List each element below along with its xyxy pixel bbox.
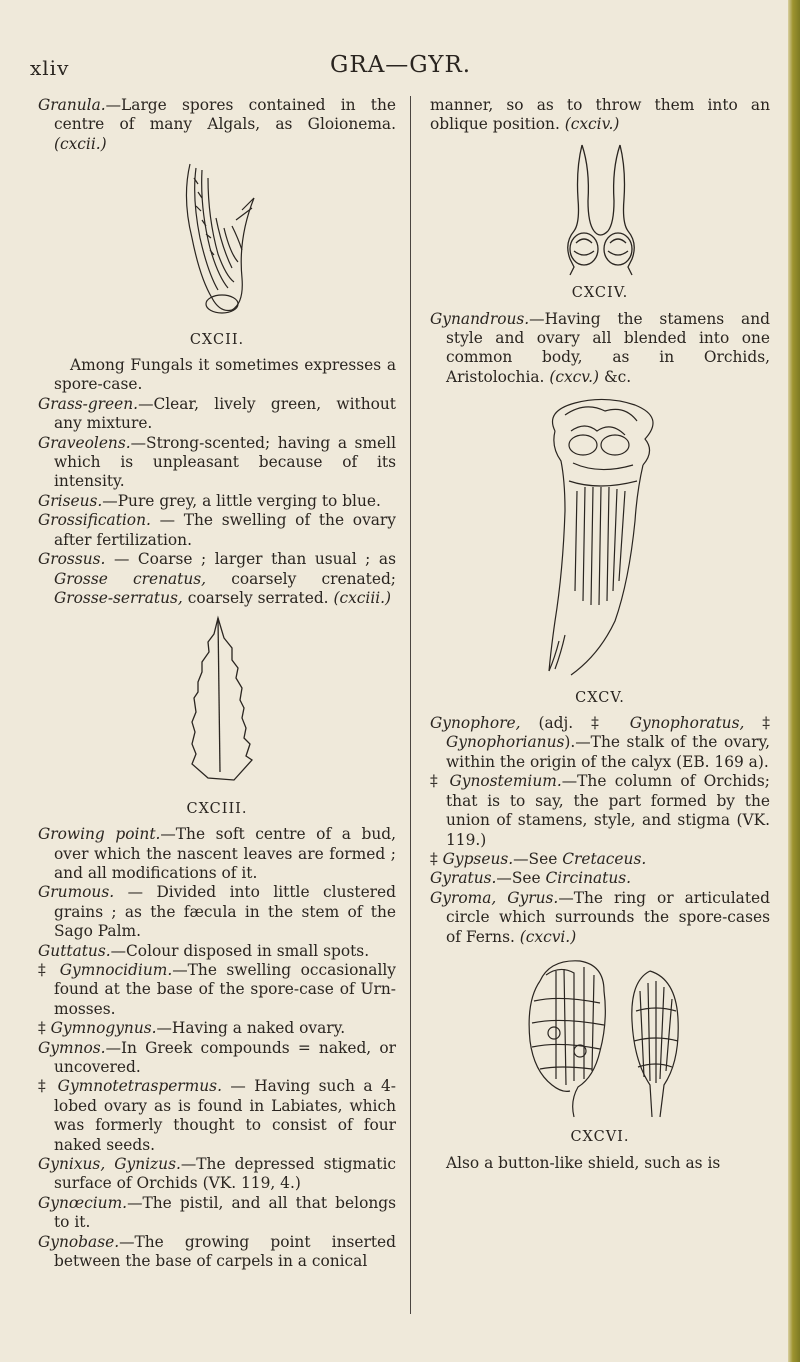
entry-gyroma: Gyroma, Gyrus.—The ring or articulated circle which surrounds the spore-cases of Ferns. (cxcvi.): [430, 888, 771, 946]
entry-gymnotetraspermus: ‡ Gymnotetraspermus. — Having such a 4-lobed ovary as is found in Labiates, which was formerly thought to consist of four naked seeds.: [38, 1077, 396, 1154]
column-divider: [410, 96, 411, 1314]
gynobase-illustration: [540, 139, 660, 277]
entry-grumous: Grumous. — Divided into little clustered grains ; as the fæcula in the stem of the Sago Palm.: [38, 883, 396, 941]
entry-growing-point: Growing point.—The soft centre of a bud, over which the nascent leaves are formed ; and all modifications of it.: [38, 825, 397, 882]
spore-case-illustration: [172, 158, 262, 323]
figure-cxcvi: [430, 951, 770, 1126]
entry-graveolens: Graveolens.—Strong-scented; having a smell which is unpleasant because of its intensity.: [38, 433, 396, 491]
page-number: xliv: [30, 56, 70, 80]
figure-cxciv: [430, 139, 770, 282]
entry-gynoecium: Gynœcium.—The pistil, and all that belongs to it.: [38, 1193, 396, 1232]
entry-also: Also a button-like shield, such as is: [446, 1153, 721, 1172]
page-edge: [788, 0, 800, 1362]
serrated-leaf-illustration: [162, 612, 272, 792]
entry-granula: Granula.—Large spores contained in the centre of many Algals, as Gloionema. (cxcii.): [38, 96, 396, 153]
entry-gymnogynus: ‡ Gymnogynus.—Having a naked ovary.: [38, 1019, 346, 1038]
caption-cxcvi: CXCVI.: [570, 1129, 630, 1146]
entry-fungals: Among Fungals it sometimes expresses a spore-case.: [54, 356, 396, 394]
caption-cxciii: CXCIII.: [186, 800, 248, 817]
entry-gynandrous: Gynandrous.—Having the stamens and style and ovary all blended into one common body, as in Orchids, Aristolochia. (cxcv.) &c.: [430, 309, 770, 386]
left-column: [38, 96, 396, 1271]
caption-cxciv: CXCIV.: [571, 285, 629, 302]
figure-cxcv: [430, 391, 770, 686]
caption-cxcii: CXCII.: [189, 331, 245, 348]
running-head: GRA—GYR.: [330, 52, 472, 78]
entry-gynobase: Gynobase.—The growing point inserted between the base of carpels in a conical: [38, 1232, 396, 1271]
right-column: [430, 96, 770, 1173]
figure-cxciii: [38, 612, 396, 797]
entry-grossification: Grossification. — The swelling of the ovary after fertilization.: [38, 511, 396, 549]
fern-spore-case-illustration: [500, 951, 700, 1121]
entry-gynixus: Gynixus, Gynizus.—The depressed stigmatic surface of Orchids (VK. 119, 4.): [38, 1155, 396, 1193]
orchid-column-illustration: [525, 391, 675, 681]
entry-gymnocidium: ‡ Gymnocidium.—The swelling occasionally found at the base of the spore-case of Urn-mosses.: [38, 960, 396, 1018]
entry-gynophore: Gynophore, (adj. ‡ Gynophoratus, ‡ Gynophorianus).—The stalk of the ovary, within the origin of the calyx (EB. 169 a).: [430, 714, 770, 771]
entry-griseus: Griseus.—Pure grey, a little verging to blue.: [38, 491, 381, 510]
caption-cxcv: CXCV.: [575, 689, 625, 706]
entry-gyratus: Gyratus.—See Circinatus.: [430, 869, 632, 888]
entry-gymnos: Gymnos.—In Greek compounds = naked, or uncovered.: [38, 1038, 396, 1076]
figure-cxcii: [38, 158, 396, 328]
entry-gynostemium: ‡ Gynostemium.—The column of Orchids; that is to say, the part formed by the union of stamens, style, and stigma (VK. 119.): [430, 772, 770, 849]
entry-grossus: Grossus. — Coarse ; larger than usual ; as Grosse crenatus, coarsely crenated; Grosse-serratus, coarsely serrated. (cxciii.): [38, 550, 396, 607]
entry-guttatus: Guttatus.—Colour disposed in small spots.: [38, 941, 370, 960]
entry-gypseus: ‡ Gypseus.—See Cretaceus.: [430, 849, 647, 868]
entry-continuation: manner, so as to throw them into an oblique position. (cxciv.): [430, 96, 770, 134]
entry-grass-green: Grass-green.—Clear, lively green, without any mixture.: [38, 394, 396, 433]
